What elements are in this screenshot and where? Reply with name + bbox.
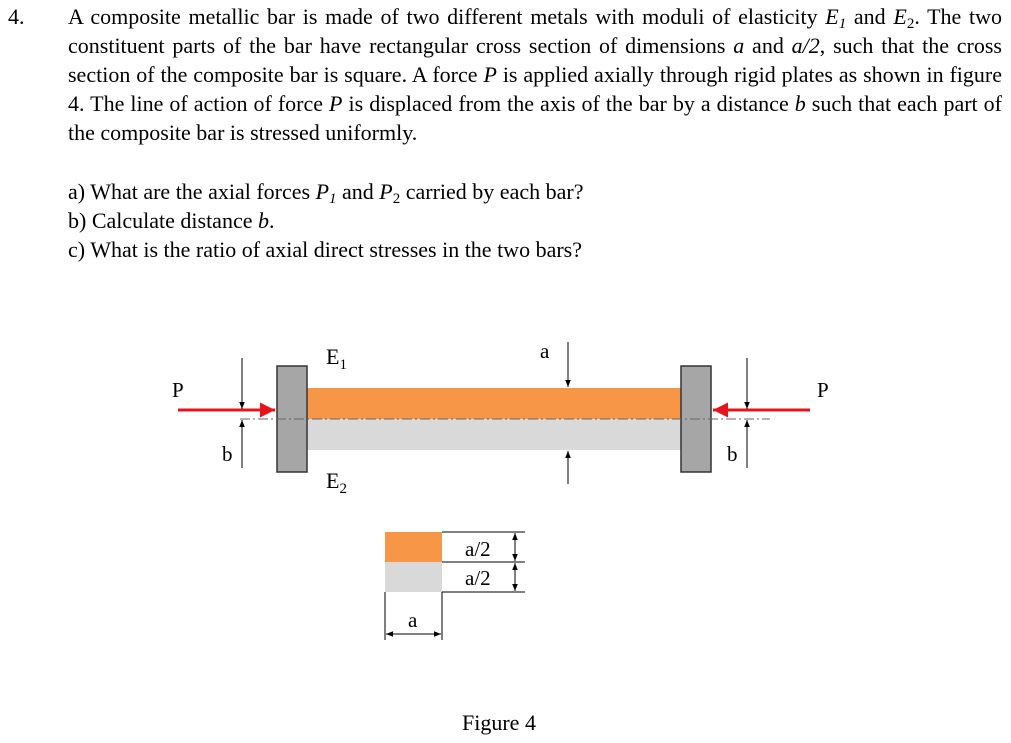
bar-metal-2 bbox=[307, 419, 681, 450]
text-run: b bbox=[257, 208, 269, 233]
text-run: 2 bbox=[392, 191, 401, 207]
text-run: P bbox=[329, 91, 343, 116]
force-label-left: P bbox=[172, 378, 184, 402]
text-run: c) What is the ratio of axial direct stresses in the two bars? bbox=[68, 237, 582, 262]
figure-caption: Figure 4 bbox=[462, 710, 536, 735]
offset-label-left: b bbox=[222, 442, 233, 466]
text-run: is displaced from the axis of the bar by a distance bbox=[342, 91, 795, 116]
section-width-label: a bbox=[408, 608, 418, 632]
height-dim-label: a bbox=[540, 339, 550, 363]
text-run: a/2 bbox=[791, 33, 820, 58]
text-run: , such that the cross section of the composite bar is square. A force bbox=[68, 33, 1002, 87]
text-run: . bbox=[268, 208, 275, 233]
text-run: is applied axially through rigid plates as shown in figure 4. The line of action of force bbox=[68, 62, 1003, 116]
force-label-right: P bbox=[817, 378, 829, 402]
section-dim-top-label: a/2 bbox=[465, 537, 491, 561]
text-run: A composite metallic bar is made of two different metals with moduli of elasticity bbox=[68, 4, 826, 29]
section-metal-2 bbox=[385, 562, 442, 592]
modulus-label-top: $E_1$ bbox=[326, 344, 347, 373]
text-run: 1 bbox=[838, 16, 847, 32]
text-run: 2 bbox=[906, 16, 915, 32]
text-run: and bbox=[744, 33, 792, 58]
text-run: P bbox=[379, 179, 393, 204]
question-number: 4. bbox=[8, 4, 25, 29]
text-run: P bbox=[315, 179, 330, 204]
text-run: b) Calculate distance bbox=[68, 208, 258, 233]
text-run: E bbox=[893, 4, 907, 29]
section-dim-bottom-label: a/2 bbox=[465, 566, 491, 590]
text-run: 1 bbox=[329, 191, 337, 207]
text-run: and bbox=[846, 4, 894, 29]
modulus-label-bottom: $E_2$ bbox=[326, 468, 347, 497]
offset-label-right: b bbox=[727, 442, 738, 466]
text-run: P bbox=[483, 62, 497, 87]
text-run: a) What are the axial forces bbox=[68, 179, 316, 204]
text-run: such that each part of the composite bar is stressed uniformly. bbox=[68, 91, 1002, 145]
section-metal-1 bbox=[385, 532, 442, 562]
text-run: carried by each bar? bbox=[400, 179, 584, 204]
text-run: a bbox=[733, 33, 745, 58]
text-run: b bbox=[794, 91, 806, 116]
bar-metal-1 bbox=[307, 388, 681, 419]
text-run: . The two constituent parts of the bar have rectangular cross section of dimensions bbox=[68, 4, 1002, 58]
text-run: E bbox=[825, 4, 839, 29]
text-run: and bbox=[336, 179, 380, 204]
